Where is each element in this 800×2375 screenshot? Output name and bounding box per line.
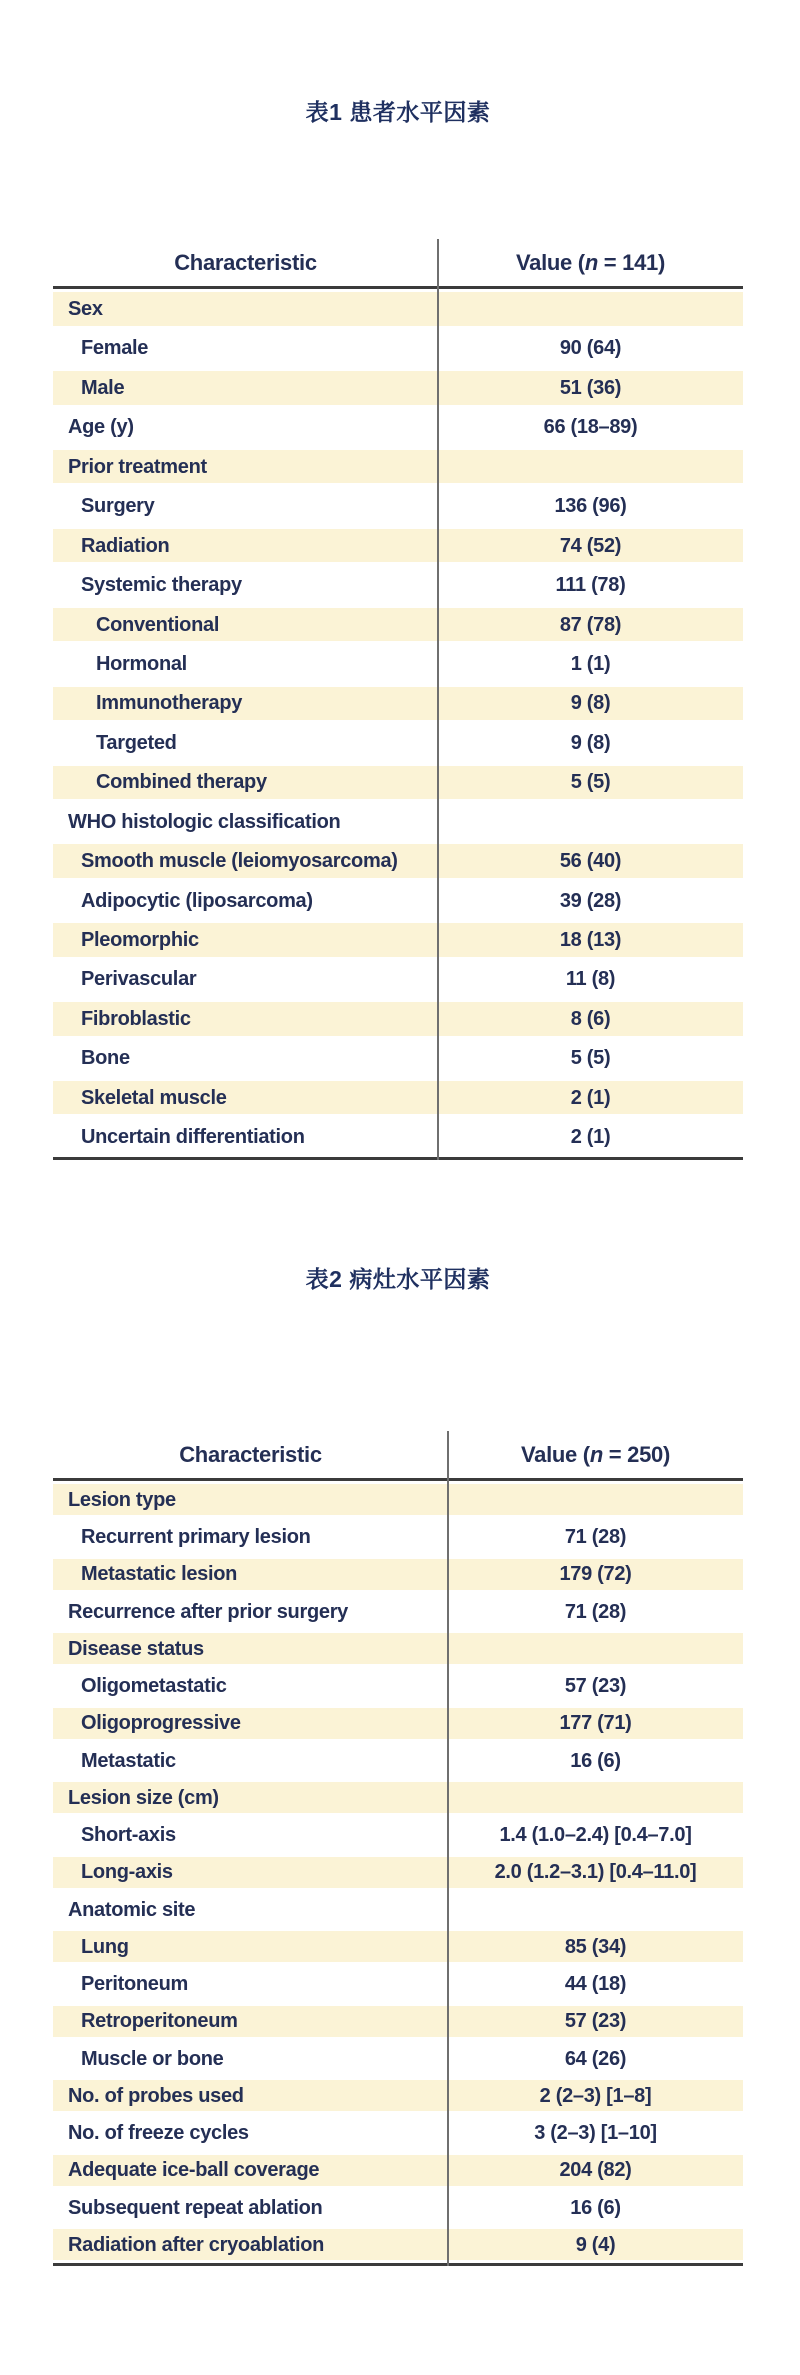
- row-value: 1 (1): [570, 652, 611, 675]
- row-value: 64 (26): [564, 2047, 627, 2070]
- row-label: Retroperitoneum: [81, 2011, 238, 2032]
- row-label: Disease status: [68, 1638, 204, 1659]
- table-row: [53, 960, 743, 999]
- row-label: Conventional: [96, 614, 220, 635]
- table-row: [53, 447, 743, 486]
- row-label: WHO histologic classification: [68, 811, 341, 832]
- row-label: Male: [81, 377, 125, 398]
- row-label: Sex: [68, 299, 103, 320]
- value-header-suffix: = 250): [602, 1441, 670, 1467]
- table-row: [53, 2152, 743, 2189]
- table-row: [53, 1816, 743, 1853]
- row-label: Smooth muscle (leiomyosarcoma): [81, 851, 398, 872]
- row-value: 51 (36): [559, 376, 622, 399]
- row-value: 11 (8): [565, 968, 616, 991]
- table-row: [53, 2077, 743, 2114]
- table-row: [53, 1891, 743, 1928]
- table2-header-row: [53, 1431, 743, 1481]
- table1-header-row: [53, 239, 743, 289]
- row-value: 136 (96): [554, 495, 627, 518]
- row-label: Radiation after cryoablation: [68, 2234, 325, 2255]
- table-row: [53, 999, 743, 1038]
- row-value: 85 (34): [564, 1935, 627, 1958]
- table-row: [53, 1965, 743, 2002]
- row-label: Metastatic lesion: [81, 1564, 238, 1585]
- table-row: [53, 526, 743, 565]
- row-value: 66 (18–89): [543, 416, 638, 439]
- table-row: [53, 1705, 743, 1742]
- row-label: Targeted: [96, 732, 177, 753]
- row-value: 2 (2–3) [1–8]: [539, 2084, 652, 2107]
- table-row: [53, 368, 743, 407]
- table-row: [53, 1556, 743, 1593]
- table-row: [53, 1117, 743, 1156]
- table-row: [53, 1854, 743, 1891]
- column-header-characteristic: Characteristic: [174, 249, 317, 275]
- table-row: [53, 329, 743, 368]
- table2-body: [53, 1481, 743, 2266]
- table-row: [53, 2114, 743, 2151]
- row-label: Combined therapy: [96, 772, 267, 793]
- row-label: Skeletal muscle: [81, 1087, 227, 1108]
- row-value: 9 (8): [570, 731, 611, 754]
- row-label: Uncertain differentiation: [81, 1127, 305, 1148]
- row-value: 71 (28): [564, 1600, 627, 1623]
- row-value: 177 (71): [559, 1712, 632, 1735]
- row-label: Muscle or bone: [81, 2048, 224, 2069]
- table-row: [53, 565, 743, 604]
- row-label: Lesion type: [68, 1489, 176, 1510]
- table-row: [53, 605, 743, 644]
- row-label: Lung: [81, 1936, 129, 1957]
- row-value: 179 (72): [559, 1563, 632, 1586]
- table-row: [53, 684, 743, 723]
- row-value: 74 (52): [559, 534, 622, 557]
- table-row: [53, 1593, 743, 1630]
- table-row: [53, 1630, 743, 1667]
- row-label: Surgery: [81, 496, 155, 517]
- row-label: Long-axis: [81, 1862, 173, 1883]
- value-header-prefix: Value (: [521, 1441, 590, 1467]
- row-value: 39 (28): [559, 889, 622, 912]
- row-label: Prior treatment: [68, 456, 207, 477]
- table-row: [53, 2003, 743, 2040]
- table-row: [53, 881, 743, 920]
- value-header-prefix: Value (: [516, 249, 585, 275]
- row-label: Hormonal: [96, 653, 187, 674]
- row-value: 2 (1): [570, 1126, 611, 1149]
- row-value: 57 (23): [564, 2010, 627, 2033]
- row-label: Anatomic site: [68, 1899, 196, 1920]
- table-row: [53, 1481, 743, 1518]
- row-label: No. of probes used: [68, 2085, 244, 2106]
- row-value: 56 (40): [559, 850, 622, 873]
- column-header-value: [438, 250, 743, 276]
- table-row: [53, 2226, 743, 2263]
- row-value: 2.0 (1.2–3.1) [0.4–11.0]: [494, 1861, 697, 1884]
- row-value: 2 (1): [570, 1086, 611, 1109]
- row-value: 18 (13): [559, 929, 622, 952]
- table-row: [53, 486, 743, 525]
- table-row: [53, 1667, 743, 1704]
- column-header-value: [448, 1442, 743, 1468]
- row-label: Perivascular: [81, 969, 197, 990]
- row-value: 71 (28): [564, 1526, 627, 1549]
- row-label: Systemic therapy: [81, 575, 242, 596]
- row-label: No. of freeze cycles: [68, 2123, 249, 2144]
- table-row: [53, 2189, 743, 2226]
- table1-title: 表1 患者水平因素: [305, 99, 491, 125]
- table-row: [53, 408, 743, 447]
- row-label: Metastatic: [81, 1750, 176, 1771]
- row-label: Female: [81, 338, 149, 359]
- row-label: Pleomorphic: [81, 930, 199, 951]
- row-label: Fibroblastic: [81, 1008, 191, 1029]
- row-value: 5 (5): [570, 1047, 611, 1070]
- table-row: [53, 1039, 743, 1078]
- table-row: [53, 1518, 743, 1555]
- row-value: 16 (6): [570, 1749, 621, 1772]
- column-header-characteristic: Characteristic: [179, 1441, 322, 1467]
- row-label: Adequate ice-ball coverage: [68, 2160, 320, 2181]
- row-label: Recurrent primary lesion: [81, 1527, 311, 1548]
- table-row: [53, 841, 743, 880]
- row-value: 16 (6): [570, 2196, 621, 2219]
- row-value: 9 (4): [575, 2233, 616, 2256]
- row-label: Oligometastatic: [81, 1676, 227, 1697]
- table1-patient-level-factors: [53, 239, 743, 1160]
- value-header-suffix: = 141): [597, 249, 665, 275]
- table-row: [53, 1779, 743, 1816]
- column-divider: [447, 1431, 449, 2266]
- table2-lesion-level-factors: [53, 1431, 743, 2266]
- table-row: [53, 1928, 743, 1965]
- row-value: 90 (64): [559, 337, 622, 360]
- row-value: 9 (8): [570, 692, 611, 715]
- row-label: Peritoneum: [81, 1974, 189, 1995]
- row-label: Oligoprogressive: [81, 1713, 241, 1734]
- table-row: [53, 920, 743, 959]
- row-value: 87 (78): [559, 613, 622, 636]
- row-label: Radiation: [81, 535, 170, 556]
- row-value: 44 (18): [564, 1973, 627, 1996]
- row-label: Adipocytic (liposarcoma): [81, 890, 313, 911]
- table1-body: [53, 289, 743, 1160]
- row-label: Lesion size (cm): [68, 1787, 219, 1808]
- row-value: 3 (2–3) [1–10]: [534, 2122, 657, 2145]
- row-value: 8 (6): [570, 1007, 611, 1030]
- table-row: [53, 763, 743, 802]
- column-divider: [437, 239, 439, 1160]
- row-label: Age (y): [68, 417, 134, 438]
- table2-title: 表2 病灶水平因素: [305, 1265, 491, 1292]
- row-label: Short-axis: [81, 1825, 176, 1846]
- row-label: Bone: [81, 1048, 130, 1069]
- table-row: [53, 289, 743, 328]
- row-label: Immunotherapy: [96, 693, 243, 714]
- table-row: [53, 1742, 743, 1779]
- row-value: 57 (23): [564, 1675, 627, 1698]
- table-row: [53, 1078, 743, 1117]
- row-value: 5 (5): [570, 771, 611, 794]
- row-value: 204 (82): [559, 2159, 632, 2182]
- value-header-n: n: [589, 1441, 603, 1467]
- row-label: Subsequent repeat ablation: [68, 2197, 323, 2218]
- table-row: [53, 644, 743, 683]
- row-value: 1.4 (1.0–2.4) [0.4–7.0]: [499, 1824, 692, 1847]
- row-value: 111 (78): [555, 574, 626, 597]
- table-row: [53, 802, 743, 841]
- row-label: Recurrence after prior surgery: [68, 1601, 349, 1622]
- table-row: [53, 723, 743, 762]
- table-row: [53, 2040, 743, 2077]
- value-header-n: n: [584, 249, 598, 275]
